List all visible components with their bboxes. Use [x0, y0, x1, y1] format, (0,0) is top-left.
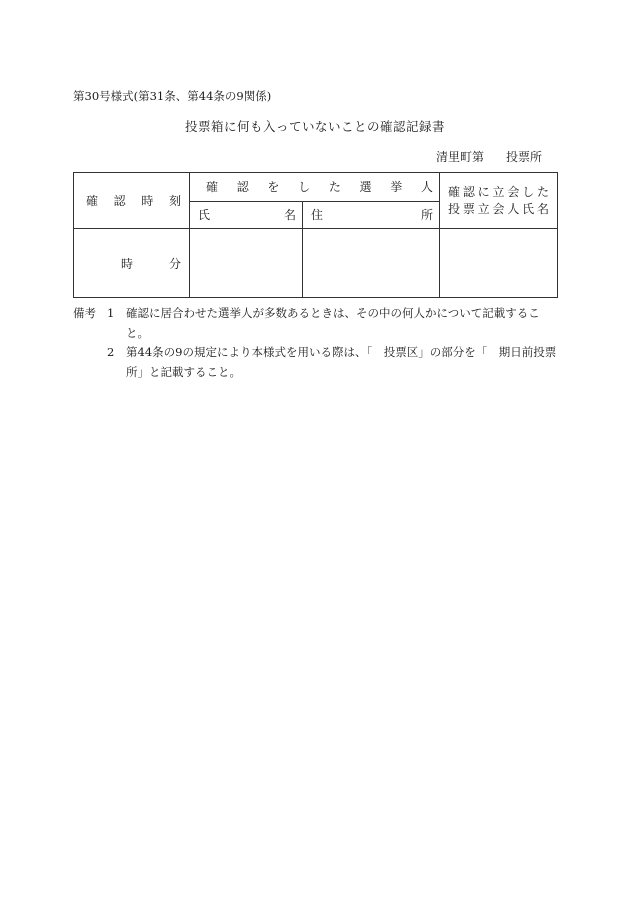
remark-number: 1 — [107, 306, 115, 320]
header-char: 時 — [141, 194, 154, 208]
header-char: 会 — [492, 201, 505, 216]
header-char: 氏 — [198, 208, 211, 223]
header-char: 確 — [448, 184, 461, 199]
time-entry-cell — [74, 229, 190, 298]
header-char: 立 — [477, 201, 490, 216]
header-char: 投 — [448, 201, 461, 216]
header-char: し — [298, 180, 311, 195]
header-char: 確 — [206, 180, 219, 195]
header-char: 会 — [507, 184, 520, 199]
header-char: 選 — [359, 180, 372, 195]
header-char: 刻 — [168, 194, 181, 208]
header-char: 挙 — [390, 180, 403, 195]
header-char: 認 — [113, 194, 126, 208]
header-char: 名 — [536, 201, 549, 216]
header-char: を — [267, 180, 280, 195]
confirmation-time-header — [74, 173, 190, 229]
polling-station-line — [436, 148, 542, 165]
header-char: 票 — [462, 201, 475, 216]
header-char: 人 — [507, 201, 520, 216]
hour-label: 時 — [121, 256, 134, 271]
minute-label: 分 — [168, 256, 181, 271]
record-table — [73, 172, 558, 298]
remark-text: 第44条の9の規定により本様式を用いる際は、「 投票区」の部分を「 期日前投票所」と記載すること。 — [126, 345, 557, 379]
header-char: 認 — [236, 180, 249, 195]
header-char: 立 — [492, 184, 505, 199]
header-char: 確 — [86, 194, 99, 208]
remark-item — [73, 304, 559, 343]
header-char: た — [328, 180, 341, 195]
form-number-label: 第30号様式(第31条、第44条の9関係) — [73, 89, 272, 103]
remark-item — [73, 343, 559, 382]
header-char: 名 — [283, 208, 296, 223]
header-char: 認 — [462, 184, 475, 199]
voter-name-header — [190, 201, 303, 229]
voter-address-entry-cell — [303, 229, 440, 298]
station-prefix: 清里町第 — [436, 150, 485, 164]
header-char: 人 — [420, 180, 433, 195]
remarks-heading: 備考 — [73, 306, 96, 320]
document-title: 投票箱に何も入っていないことの確認記録書 — [184, 119, 445, 134]
voter-address-header — [303, 201, 440, 229]
witness-name-entry-cell — [440, 229, 558, 298]
header-char: に — [477, 184, 490, 199]
header-char: た — [536, 184, 549, 199]
remarks-section — [73, 304, 559, 382]
remark-text: 確認に居合わせた選挙人が多数あるときは、その中の何人かについて記載すること。 — [126, 306, 540, 340]
remark-number: 2 — [107, 345, 115, 359]
header-char: 氏 — [522, 201, 535, 216]
header-char: 所 — [420, 208, 433, 223]
witness-name-header — [440, 173, 558, 229]
confirming-voter-header — [190, 173, 440, 202]
header-char: 住 — [311, 208, 324, 223]
header-char: し — [522, 184, 535, 199]
station-suffix: 投票所 — [506, 150, 543, 164]
voter-name-entry-cell — [190, 229, 303, 298]
